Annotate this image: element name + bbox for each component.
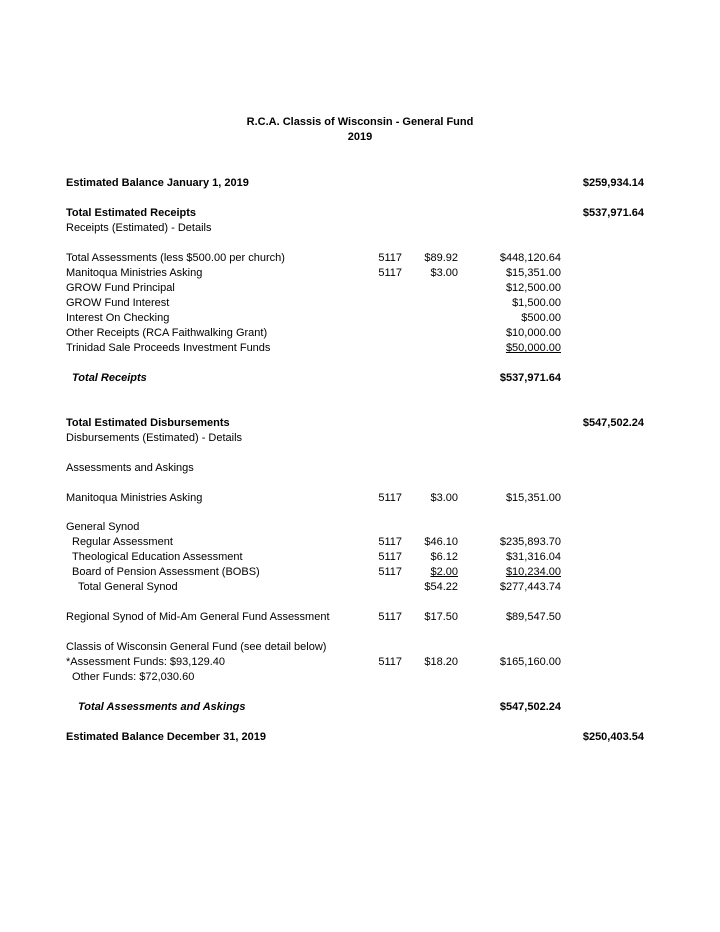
receipt-row-label: Other Receipts (RCA Faithwalking Grant) <box>66 327 268 339</box>
classis-other-label: Other Funds: $72,030.60 <box>72 671 195 683</box>
manitoqua-rate: $3.00 <box>430 492 458 504</box>
receipt-row-code: 5117 <box>378 267 402 279</box>
receipt-row-amount: $15,351.00 <box>505 267 561 279</box>
receipt-row-code: 5117 <box>378 252 402 264</box>
receipt-row-label: GROW Fund Principal <box>66 282 175 294</box>
regional-synod-amount: $89,547.50 <box>505 611 561 623</box>
general-synod-row-label: Theological Education Assessment <box>72 551 243 563</box>
general-synod-total-amount: $277,443.74 <box>499 581 561 593</box>
document-title: R.C.A. Classis of Wisconsin - General Fund <box>246 116 474 128</box>
general-synod-row-code: 5117 <box>378 536 402 548</box>
general-synod-total-rate: $54.22 <box>424 581 458 593</box>
general-synod-row-rate: $46.10 <box>424 536 458 548</box>
general-synod-row-code: 5117 <box>378 566 402 578</box>
receipts-heading: Total Estimated Receipts <box>66 207 196 219</box>
receipt-row-label: Interest On Checking <box>66 312 170 324</box>
disbursements-total-label: Total Assessments and Askings <box>78 701 246 713</box>
disbursements-heading-total: $547,502.24 <box>582 417 644 429</box>
general-synod-row-label: Board of Pension Assessment (BOBS) <box>72 566 260 578</box>
disbursements-total-amount: $547,502.24 <box>499 701 561 713</box>
disbursements-heading: Total Estimated Disbursements <box>66 417 230 429</box>
receipts-total-label: Total Receipts <box>72 372 147 384</box>
receipt-row-amount: $10,000.00 <box>505 327 561 339</box>
receipt-row-amount: $1,500.00 <box>512 297 561 309</box>
closing-balance-total: $250,403.54 <box>582 731 644 743</box>
general-synod-row-amount: $235,893.70 <box>499 536 561 548</box>
regional-synod-rate: $17.50 <box>424 611 458 623</box>
closing-balance-label: Estimated Balance December 31, 2019 <box>66 731 266 743</box>
receipt-row-label: Total Assessments (less $500.00 per church) <box>66 252 285 264</box>
opening-balance-label: Estimated Balance January 1, 2019 <box>66 177 249 189</box>
receipt-row-rate: $89.92 <box>424 252 458 264</box>
classis-code: 5117 <box>378 656 402 668</box>
receipts-heading-total: $537,971.64 <box>582 207 644 219</box>
receipt-row-label: Trinidad Sale Proceeds Investment Funds <box>66 342 271 354</box>
general-synod-label: General Synod <box>66 521 140 533</box>
general-synod-row-code: 5117 <box>378 551 402 563</box>
manitoqua-label: Manitoqua Ministries Asking <box>66 492 203 504</box>
receipt-row-label: Manitoqua Ministries Asking <box>66 267 203 279</box>
manitoqua-amount: $15,351.00 <box>505 492 561 504</box>
document-year: 2019 <box>347 131 373 143</box>
classis-rate: $18.20 <box>424 656 458 668</box>
receipt-row-amount: $448,120.64 <box>499 252 561 264</box>
receipt-row-amount: $50,000.00 <box>505 342 561 354</box>
regional-synod-label: Regional Synod of Mid-Am General Fund Assessment <box>66 611 330 623</box>
opening-balance-total: $259,934.14 <box>582 177 644 189</box>
classis-amount: $165,160.00 <box>499 656 561 668</box>
manitoqua-code: 5117 <box>378 492 402 504</box>
general-synod-row-amount: $31,316.04 <box>505 551 561 563</box>
general-synod-row-rate: $2.00 <box>430 566 458 578</box>
general-synod-row-label: Regular Assessment <box>72 536 173 548</box>
general-synod-total-label: Total General Synod <box>78 581 178 593</box>
receipt-row-label: GROW Fund Interest <box>66 297 170 309</box>
receipt-row-rate: $3.00 <box>430 267 458 279</box>
receipt-row-amount: $500.00 <box>521 312 561 324</box>
general-synod-row-amount: $10,234.00 <box>505 566 561 578</box>
classis-assessment-label: *Assessment Funds: $93,129.40 <box>66 656 225 668</box>
disbursements-subheading: Disbursements (Estimated) - Details <box>66 432 243 444</box>
receipt-row-amount: $12,500.00 <box>505 282 561 294</box>
receipts-subheading: Receipts (Estimated) - Details <box>66 222 212 234</box>
receipts-total-amount: $537,971.64 <box>499 372 561 384</box>
classis-label: Classis of Wisconsin General Fund (see detail below) <box>66 641 327 653</box>
regional-synod-code: 5117 <box>378 611 402 623</box>
assessments-section-label: Assessments and Askings <box>66 462 194 474</box>
general-synod-row-rate: $6.12 <box>430 551 458 563</box>
